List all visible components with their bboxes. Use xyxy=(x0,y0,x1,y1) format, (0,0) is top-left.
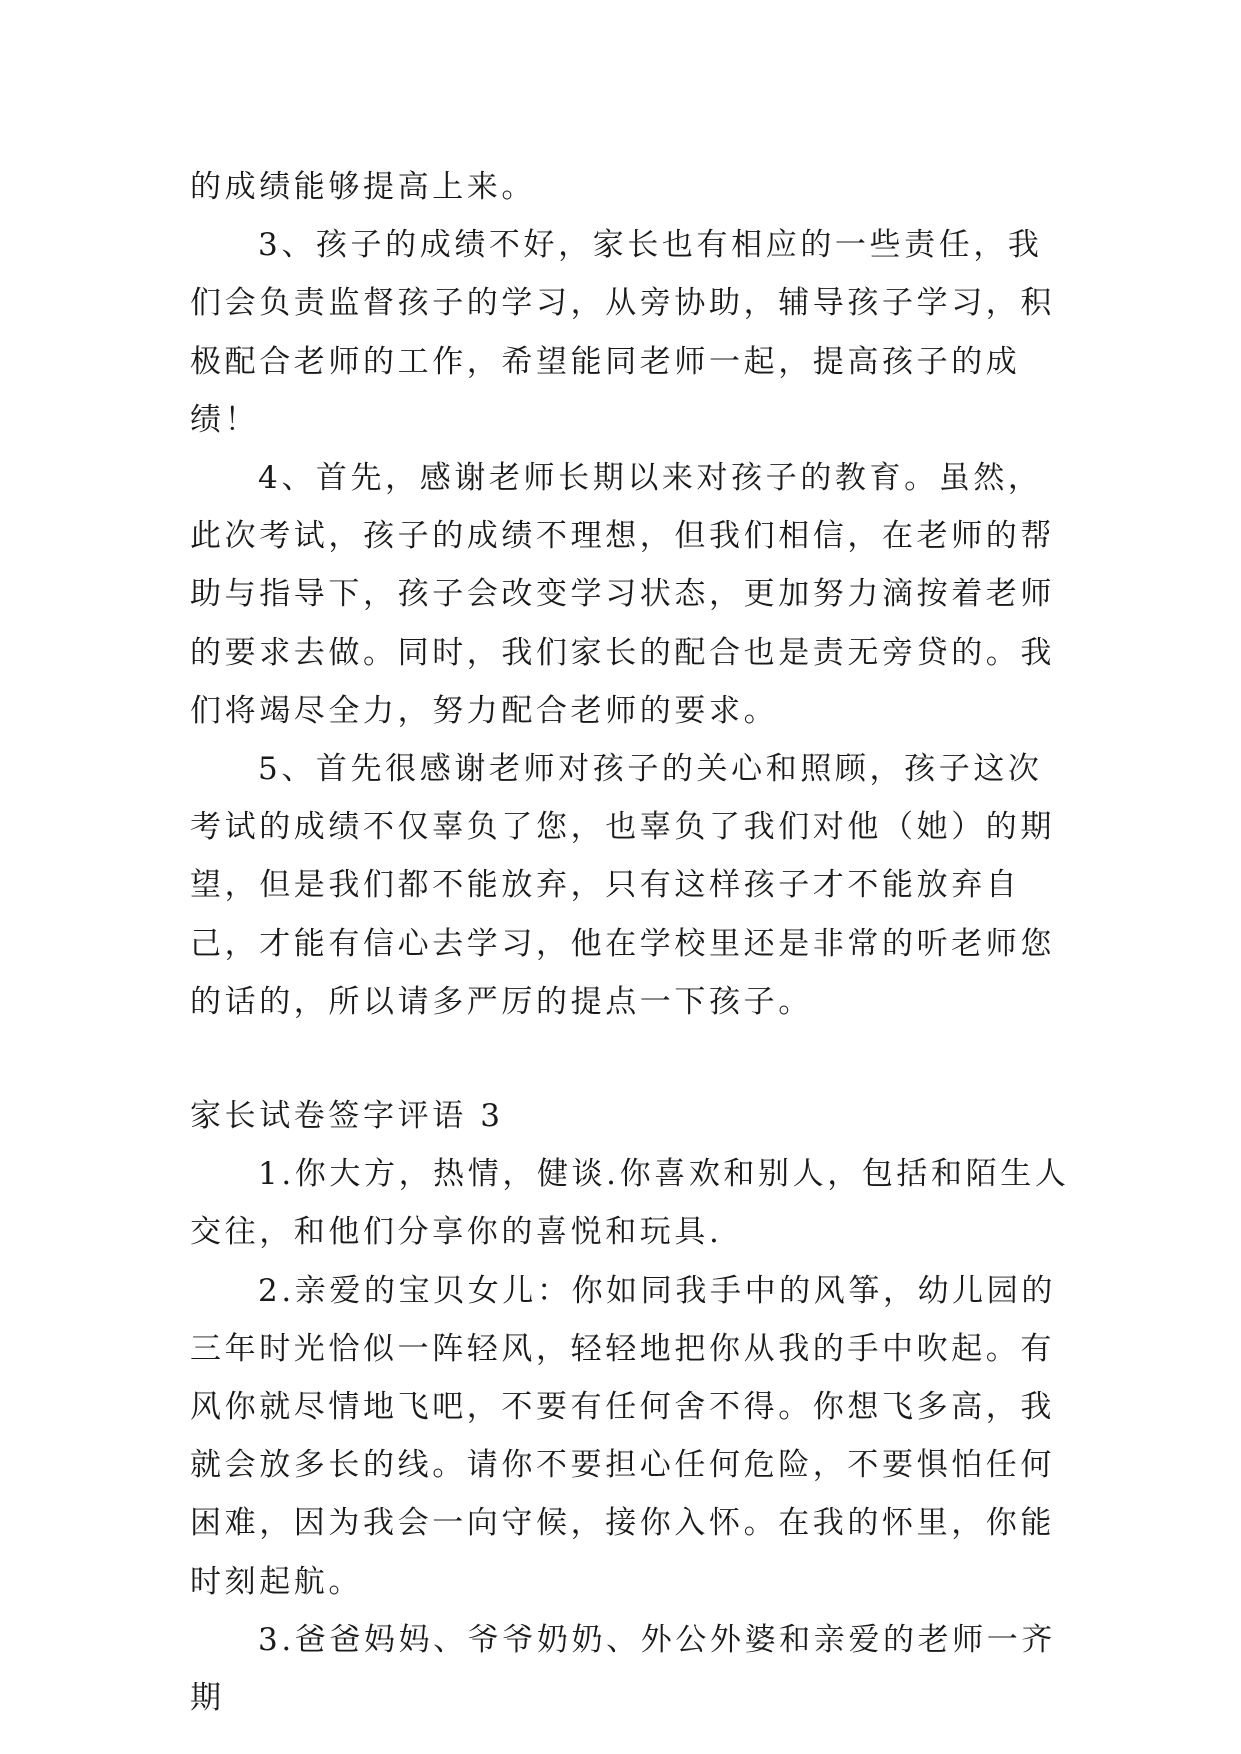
comment-item-2: 2.亲爱的宝贝女儿：你如同我手中的风筝，幼儿园的三年时光恰似一阵轻风，轻轻地把你从我的手中吹起。有风你就尽情地飞吧，不要有任何舍不得。你想飞多高，我就会放多长的线。请你不要担心任何危险，不要惧怕任何困难，因为我会一向守候，接你入怀。在我的怀里，你能时刻起航。 xyxy=(190,1272,1056,1600)
document-body xyxy=(190,158,1070,1727)
paragraph-continuation: 的成绩能够提高上来。 xyxy=(190,169,536,205)
section-title: 家长试卷签字评语 3 xyxy=(190,1098,504,1135)
paragraph-item-4: 4、首先，感谢老师长期以来对孩子的教育。虽然，此次考试，孩子的成绩不理想，但我们相信，在老师的帮助与指导下，孩子会改变学习状态，更加努力滴按着老师的要求去做。同时，我们家长的配合也是责无旁贷的。我们将竭尽全力，努力配合老师的要求。 xyxy=(190,460,1055,729)
comment-item-1: 1.你大方，热情，健谈.你喜欢和别人，包括和陌生人交往，和他们分享你的喜悦和玩具. xyxy=(190,1156,1070,1251)
comment-item-3: 3.爸爸妈妈、爷爷奶奶、外公外婆和亲爱的老师一齐期 xyxy=(190,1621,1056,1717)
paragraph-item-5: 5、首先很感谢老师对孩子的关心和照顾，孩子这次考试的成绩不仅辜负了您，也辜负了我们对他（她）的期望，但是我们都不能放弃，只有这样孩子才不能放弃自己，才能有信心去学习，他在学校里还是非常的听老师您的话的，所以请多严厉的提点一下孩子。 xyxy=(190,751,1055,1020)
paragraph-item-3: 3、孩子的成绩不好，家长也有相应的一些责任，我们会负责监督孩子的学习，从旁协助，辅导孩子学习，积极配合老师的工作，希望能同老师一起，提高孩子的成绩！ xyxy=(190,227,1055,438)
